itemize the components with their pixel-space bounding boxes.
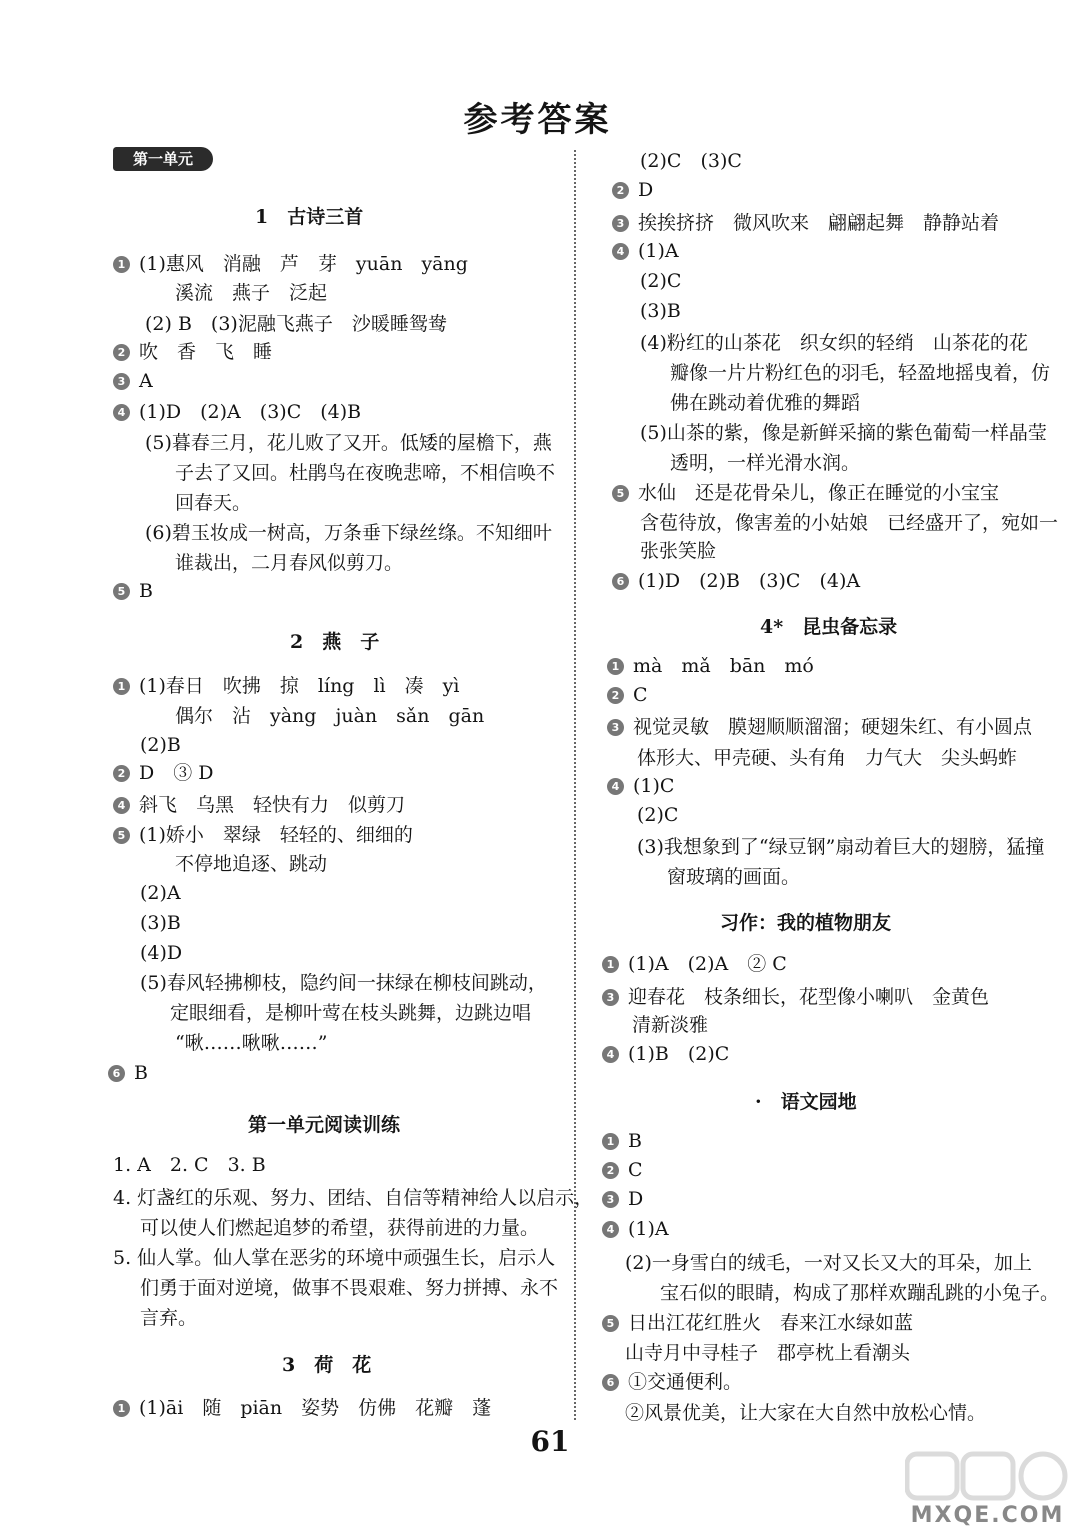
answer-text: (3)B — [140, 912, 181, 934]
answer-text: (3)B — [640, 300, 681, 322]
answer-text: 含苞待放，像害羞的小姑娘 已经盛开了，宛如一 — [640, 512, 1059, 534]
answer-line — [113, 822, 413, 848]
answer-text: 吹 香 飞 睡 — [139, 341, 273, 363]
answer-text: 1. A 2. C 3. B — [113, 1154, 266, 1176]
answer-line — [612, 480, 999, 506]
answer-line — [640, 268, 681, 294]
answer-line — [637, 745, 1017, 771]
answer-text: (1)D (2)A (3)C (4)B — [139, 401, 362, 423]
answer-text: 不停地追逐、跳动 — [175, 853, 328, 875]
answer-line — [602, 1128, 642, 1154]
answer-line — [667, 864, 800, 890]
answer-text: (2)C (3)C — [640, 150, 742, 172]
section-heading: 第一单元阅读训练 — [248, 1114, 401, 1136]
answer-line — [113, 1395, 491, 1421]
answer-text: 体形大、甲壳硬、头有角 力气大 尖头蚂蚱 — [637, 747, 1018, 769]
question-number-icon: 3 — [612, 215, 629, 232]
answer-line — [113, 673, 459, 699]
answer-text: (1)C — [633, 775, 675, 797]
answer-line — [175, 550, 403, 576]
page-number: 61 — [530, 1425, 570, 1458]
answer-line — [113, 1152, 266, 1178]
answer-line — [140, 880, 181, 906]
answer-line — [640, 148, 742, 174]
answer-line — [113, 1245, 555, 1271]
question-number-icon: 4 — [113, 404, 130, 421]
answer-line — [607, 714, 1032, 740]
answer-line — [670, 360, 1050, 386]
section-heading: 2 燕 子 — [290, 631, 380, 653]
answer-text: A — [139, 370, 153, 392]
answer-text: mà mǎ bān mó — [633, 655, 814, 677]
answer-line — [640, 330, 1028, 356]
question-number-icon: 1 — [113, 1400, 130, 1417]
answer-line — [145, 520, 552, 546]
answer-text: 回春天。 — [175, 492, 252, 514]
section-heading: 习作：我的植物朋友 — [720, 912, 892, 934]
answer-text: D ③ D — [139, 762, 214, 784]
question-number-icon: 4 — [602, 1221, 619, 1238]
answer-text: (2)B — [140, 734, 181, 756]
question-number-icon: 2 — [612, 182, 629, 199]
question-number-icon: 4 — [113, 797, 130, 814]
answer-line — [640, 420, 1047, 446]
answer-text: 山寺月中寻桂子 郡亭枕上看潮头 — [625, 1342, 911, 1364]
answer-text: 视觉灵敏 膜翅顺顺溜溜；硬翅朱红、有小圆点 — [633, 716, 1033, 738]
answer-text: 5. 仙人掌。仙人掌在恶劣的环境中顽强生长，启示人 — [113, 1247, 556, 1269]
answer-line — [113, 368, 153, 394]
answer-text: (1)春日 吹拂 掠 líng lì 凑 yì — [139, 675, 460, 697]
section-heading: 1 古诗三首 — [255, 206, 364, 228]
answer-text: (2)C — [640, 270, 682, 292]
answer-text: 透明，一样光滑水润。 — [670, 452, 861, 474]
answer-line — [175, 703, 484, 729]
answer-line — [607, 682, 648, 708]
question-number-icon: 2 — [607, 687, 624, 704]
answer-text: (1)A — [638, 240, 679, 262]
question-number-icon: 4 — [607, 778, 624, 795]
question-number-icon: 2 — [113, 765, 130, 782]
answer-line — [145, 311, 447, 337]
question-number-icon: 1 — [113, 256, 130, 273]
question-number-icon: 3 — [602, 1191, 619, 1208]
answer-text: 斜飞 乌黑 轻快有力 似剪刀 — [139, 794, 406, 816]
question-number-icon: 5 — [113, 827, 130, 844]
answer-line — [113, 578, 153, 604]
answer-line — [113, 339, 272, 365]
answer-line — [637, 802, 678, 828]
section-heading: 3 荷 花 — [282, 1354, 372, 1376]
answer-text: (1)A — [628, 1218, 669, 1240]
answer-line — [140, 732, 181, 758]
column-divider — [574, 150, 576, 1420]
answer-text: (1)A (2)A ② C — [628, 953, 787, 975]
answer-text: (3)我想象到了“绿豆钢”扇动着巨大的翅膀，猛撞 — [637, 836, 1045, 858]
answer-line — [660, 1280, 1059, 1306]
answer-text: 佛在跳动着优雅的舞蹈 — [670, 392, 861, 414]
answer-line — [140, 1275, 558, 1301]
question-number-icon: 1 — [113, 678, 130, 695]
answer-line — [113, 792, 405, 818]
answer-line — [175, 490, 251, 516]
section-heading: · 语文园地 — [755, 1091, 857, 1113]
answer-text: (4)D — [140, 942, 183, 964]
answer-text: (2)A — [140, 882, 181, 904]
page-title: 参考答案 — [463, 100, 612, 140]
answer-text: 溪流 燕子 泛起 — [175, 282, 328, 304]
answer-line — [607, 653, 814, 679]
answer-text: ②风景优美，让大家在大自然中放松心情。 — [625, 1402, 987, 1424]
answer-text: 张张笑脸 — [640, 540, 717, 562]
answer-text: 谁裁出，二月春风似剪刀。 — [175, 552, 404, 574]
watermark-text: MXQE.COM — [910, 1503, 1065, 1528]
answer-line — [670, 450, 860, 476]
question-number-icon: 3 — [607, 719, 624, 736]
answer-text: (5)山茶的紫，像是新鲜采摘的紫色葡萄一样晶莹 — [640, 422, 1047, 444]
answer-line — [602, 1157, 643, 1183]
answer-text: 定眼细看，是柳叶莺在枝头跳舞，边跳边唱 — [170, 1002, 532, 1024]
question-number-icon: 1 — [607, 658, 624, 675]
answer-line — [175, 280, 327, 306]
answer-line — [113, 399, 361, 425]
answer-line — [612, 568, 860, 594]
answer-line — [602, 951, 787, 977]
answer-line — [140, 910, 181, 936]
answer-line — [670, 390, 860, 416]
answer-line — [607, 773, 674, 799]
answer-line — [140, 1215, 539, 1241]
answer-text: 日出江花红胜火 春来江水绿如蓝 — [628, 1312, 914, 1334]
answer-line — [113, 1185, 593, 1211]
answer-line — [175, 851, 327, 877]
answer-line — [113, 760, 214, 786]
answer-text: 窗玻璃的画面。 — [667, 866, 801, 888]
answer-text: 子去了又回。杜鹃鸟在夜晚悲啼，不相信唤不 — [175, 462, 556, 484]
answer-text: C — [628, 1159, 643, 1181]
answer-line — [140, 940, 182, 966]
answer-text: 偶尔 沾 yàng juàn sǎn gān — [175, 705, 485, 727]
answer-text: (6)碧玉妆成一树高，万条垂下绿丝绦。不知细叶 — [145, 522, 552, 544]
answer-text: D — [638, 179, 654, 201]
answer-text: B — [134, 1062, 148, 1084]
answer-text: 瓣像一片片粉红色的羽毛，轻盈地摇曳着，仿 — [670, 362, 1051, 384]
answer-line — [140, 970, 547, 996]
answer-text: 挨挨挤挤 微风吹来 翩翩起舞 静静站着 — [638, 212, 1000, 234]
answer-line — [612, 177, 653, 203]
answer-text: ①交通便利。 — [628, 1371, 743, 1393]
answer-text: 宝石似的眼睛，构成了那样欢蹦乱跳的小兔子。 — [660, 1282, 1060, 1304]
answer-text: 4. 灯盏红的乐观、努力、团结、自信等精神给人以启示， — [113, 1187, 594, 1209]
answer-text: C — [633, 684, 648, 706]
answer-line — [140, 1305, 197, 1331]
question-number-icon: 4 — [602, 1046, 619, 1063]
answer-line — [640, 510, 1058, 536]
answer-line — [108, 1060, 148, 1086]
answer-text: 迎春花 枝条细长，花型像小喇叭 金黄色 — [628, 986, 990, 1008]
answer-text: B — [139, 580, 153, 602]
answer-text: (1)D (2)B (3)C (4)A — [638, 570, 861, 592]
question-number-icon: 6 — [602, 1374, 619, 1391]
question-number-icon: 5 — [602, 1315, 619, 1332]
question-number-icon: 2 — [113, 344, 130, 361]
answer-text: (5)春风轻拂柳枝，隐约间一抹绿在柳枝间跳动， — [140, 972, 547, 994]
question-number-icon: 3 — [113, 373, 130, 390]
answer-text: 们勇于面对逆境，做事不畏艰难、努力拼搏、永不 — [140, 1277, 559, 1299]
answer-line — [612, 238, 679, 264]
answer-text: D — [628, 1188, 644, 1210]
answer-text: (1)惠风 消融 芦 芽 yuān yāng — [139, 253, 468, 275]
unit-badge: 第一单元 — [113, 147, 213, 171]
answer-line — [612, 210, 999, 236]
answer-line — [113, 251, 468, 277]
answer-line — [640, 538, 716, 564]
answer-line — [632, 1012, 708, 1038]
question-number-icon: 5 — [612, 485, 629, 502]
answer-line — [625, 1340, 910, 1366]
question-number-icon: 1 — [602, 956, 619, 973]
question-number-icon: 2 — [602, 1162, 619, 1179]
answer-text: 清新淡雅 — [632, 1014, 709, 1036]
answer-text: B — [628, 1130, 642, 1152]
answer-line — [625, 1400, 986, 1426]
answer-text: “啾……啾啾……” — [175, 1032, 328, 1054]
answer-line — [602, 1216, 669, 1242]
answer-text: (2)C — [637, 804, 679, 826]
answer-line — [175, 1030, 327, 1056]
answer-text: 水仙 还是花骨朵儿，像正在睡觉的小宝宝 — [638, 482, 1000, 504]
answer-text: 言弃。 — [140, 1307, 198, 1329]
answer-text: 可以使人们燃起追梦的希望，获得前进的力量。 — [140, 1217, 540, 1239]
question-number-icon: 5 — [113, 583, 130, 600]
answer-text: (5)暮春三月，花儿败了又开。低矮的屋檐下，燕 — [145, 432, 552, 454]
answer-text: (4)粉红的山茶花 织女织的轻绡 山茶花的花 — [640, 332, 1028, 354]
answer-line — [170, 1000, 531, 1026]
answer-text: (2) B (3)泥融飞燕子 沙暖睡鸳鸯 — [145, 313, 447, 335]
answer-line — [640, 298, 681, 324]
answer-line — [602, 984, 989, 1010]
answer-line — [637, 834, 1044, 860]
question-number-icon: 4 — [612, 243, 629, 260]
answer-text: (1)娇小 翠绿 轻轻的、细细的 — [139, 824, 413, 846]
question-number-icon: 6 — [612, 573, 629, 590]
answer-text: (1)āi 随 piān 姿势 仿佛 花瓣 蓬 — [139, 1397, 492, 1419]
answer-text: (2)一身雪白的绒毛，一对又长又大的耳朵，加上 — [625, 1252, 1032, 1274]
answer-line — [625, 1250, 1032, 1276]
answer-line — [602, 1041, 729, 1067]
answer-line — [145, 430, 552, 456]
section-heading: 4* 昆虫备忘录 — [760, 616, 898, 638]
question-number-icon: 1 — [602, 1133, 619, 1150]
answer-line — [175, 460, 555, 486]
question-number-icon: 6 — [108, 1065, 125, 1082]
answer-line — [602, 1310, 913, 1336]
answer-line — [602, 1369, 742, 1395]
question-number-icon: 3 — [602, 989, 619, 1006]
answer-text: (1)B (2)C — [628, 1043, 730, 1065]
answer-line — [602, 1186, 643, 1212]
